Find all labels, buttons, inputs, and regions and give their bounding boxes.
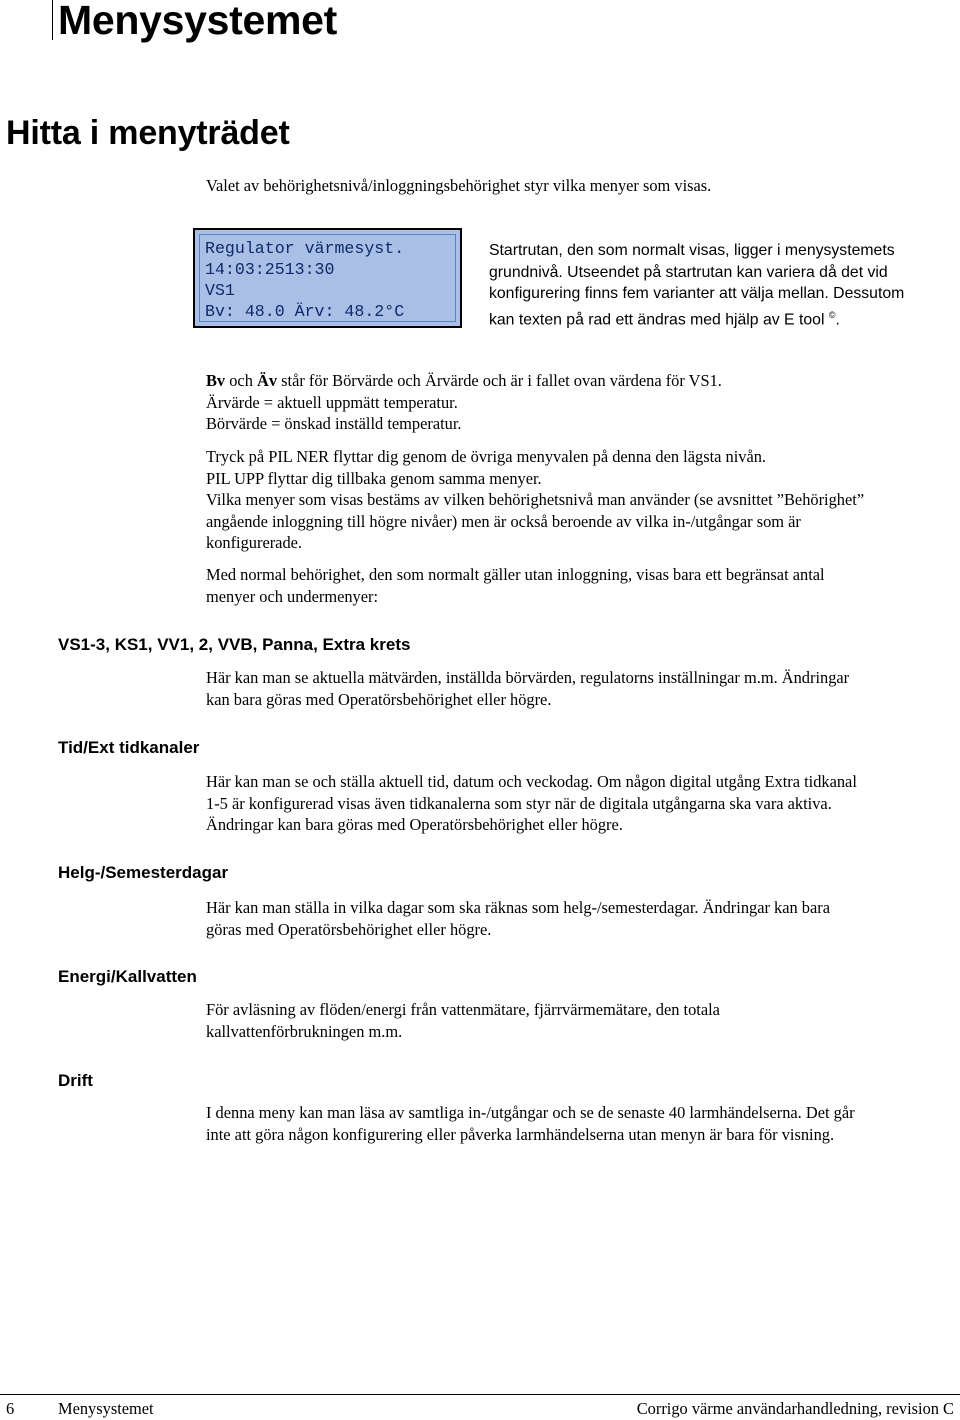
startrutan-end: .	[835, 311, 840, 329]
nav-line: Vilka menyer som visas bestäms av vilken behörighetsnivå man använder (se avsnittet ”Behörighet”	[206, 490, 865, 510]
menu-description-line: kallvattenförbrukningen m.m.	[206, 1021, 403, 1041]
menu-description-line: inte att göra någon konfigurering eller påverka larmhändelserna utan menyn är bara för visning.	[206, 1124, 835, 1144]
normal-line: menyer och undermenyer:	[206, 586, 379, 606]
footer-rule	[0, 1394, 960, 1395]
bv-connector: och	[225, 371, 258, 390]
startrutan-description	[489, 240, 954, 331]
menu-description-line: 1-5 är konfigurerad visas även tidkanalerna som styr när de digitala utgångarna ska vara aktiva.	[206, 793, 832, 813]
startrutan-line	[489, 305, 954, 331]
menu-description-time	[206, 771, 954, 836]
bv-line-1	[206, 370, 954, 392]
menu-heading-drift: Drift	[58, 1071, 93, 1090]
bv-line-1-rest: står för Börvärde och Ärvärde och är i fallet ovan värdena för VS1.	[277, 371, 722, 390]
menu-heading-time: Tid/Ext tidkanaler	[58, 738, 200, 757]
menu-description-line: Här kan man se aktuella mätvärden, inställda börvärden, regulatorns inställningar m.m. Ändringar	[206, 668, 850, 687]
nav-line: PIL UPP flyttar dig tillbaka genom samma menyer.	[206, 468, 542, 488]
page-title: Menysystemet	[58, 0, 337, 43]
intro-text: Valet av behörighetsnivå/inloggningsbehörighet styr vilka menyer som visas.	[206, 176, 712, 195]
lcd-line-3: VS1	[205, 281, 235, 300]
bv-line-2: Ärvärde = aktuell uppmätt temperatur.	[206, 392, 458, 412]
menu-description-drift	[206, 1102, 954, 1145]
nav-line: Tryck på PIL NER flyttar dig genom de övriga menyvalen på denna den lägsta nivån.	[206, 447, 767, 466]
footer-doc-title: Corrigo värme användarhandledning, revision C	[636, 1399, 954, 1418]
normal-access-text	[206, 564, 954, 607]
menu-description-line: Ändringar kan bara göras med Operatörsbehörighet eller högre.	[206, 815, 623, 835]
lcd-line-4: Bv: 48.0 Ärv: 48.2°C	[205, 302, 405, 321]
normal-line: Med normal behörighet, den som normalt gäller utan inloggning, visas bara ett begränsat antal	[206, 565, 825, 584]
startrutan-line-text: kan texten på rad ett ändras med hjälp av E tool	[489, 311, 825, 329]
menu-description-energy	[206, 999, 954, 1042]
menu-description-circuits	[206, 667, 954, 710]
navigation-explanation	[206, 446, 954, 554]
bv-line-3: Börvärde = önskad inställd temperatur.	[206, 414, 462, 434]
menu-description-line: Här kan man se och ställa aktuell tid, datum och veckodag. Om någon digital utgång Extra tidkanal	[206, 772, 857, 791]
nav-line: konfigurerade.	[206, 533, 303, 553]
av-abbrev: Äv	[257, 371, 278, 390]
menu-description-holidays	[206, 897, 954, 940]
menu-description-line: kan bara göras med Operatörsbehörighet eller högre.	[206, 689, 552, 709]
startrutan-line: konfigurering finns fem varianter att välja mellan. Dessutom	[489, 285, 905, 303]
lcd-line-1: Regulator värmesyst.	[205, 239, 405, 258]
nav-line: angående inloggning till högre nivåer) men är också beroende av vilka in-/utgångar som är	[206, 511, 801, 531]
menu-description-line: I denna meny kan man läsa av samtliga in-/utgångar och se de senaste 40 larmhändelserna. Det går	[206, 1103, 855, 1122]
menu-heading-energy: Energi/Kallvatten	[58, 967, 197, 986]
menu-description-line: Här kan man ställa in vilka dagar som ska räknas som helg-/semesterdagar. Ändringar kan bara	[206, 898, 831, 917]
menu-heading-circuits: VS1-3, KS1, VV1, 2, VVB, Panna, Extra krets	[58, 635, 411, 654]
header-rule	[52, 0, 53, 40]
page-number: 6	[6, 1399, 15, 1418]
startrutan-line: grundnivå. Utseendet på startrutan kan variera då det vid	[489, 263, 888, 281]
copyright-mark: ©	[828, 309, 836, 320]
menu-description-line: För avläsning av flöden/energi från vattenmätare, fjärrvärmemätare, den totala	[206, 1000, 720, 1019]
menu-heading-holidays: Helg-/Semesterdagar	[58, 863, 229, 882]
menu-description-line: göras med Operatörsbehörighet eller högre.	[206, 919, 492, 939]
section-title: Hitta i menyträdet	[6, 114, 290, 152]
bv-abbrev: Bv	[206, 371, 226, 390]
lcd-display	[193, 228, 462, 328]
bv-explanation	[206, 370, 954, 435]
lcd-line-2: 14:03:2513:30	[205, 260, 335, 279]
startrutan-line: Startrutan, den som normalt visas, ligger i menysystemets	[489, 242, 895, 259]
footer-chapter: Menysystemet	[58, 1399, 154, 1418]
